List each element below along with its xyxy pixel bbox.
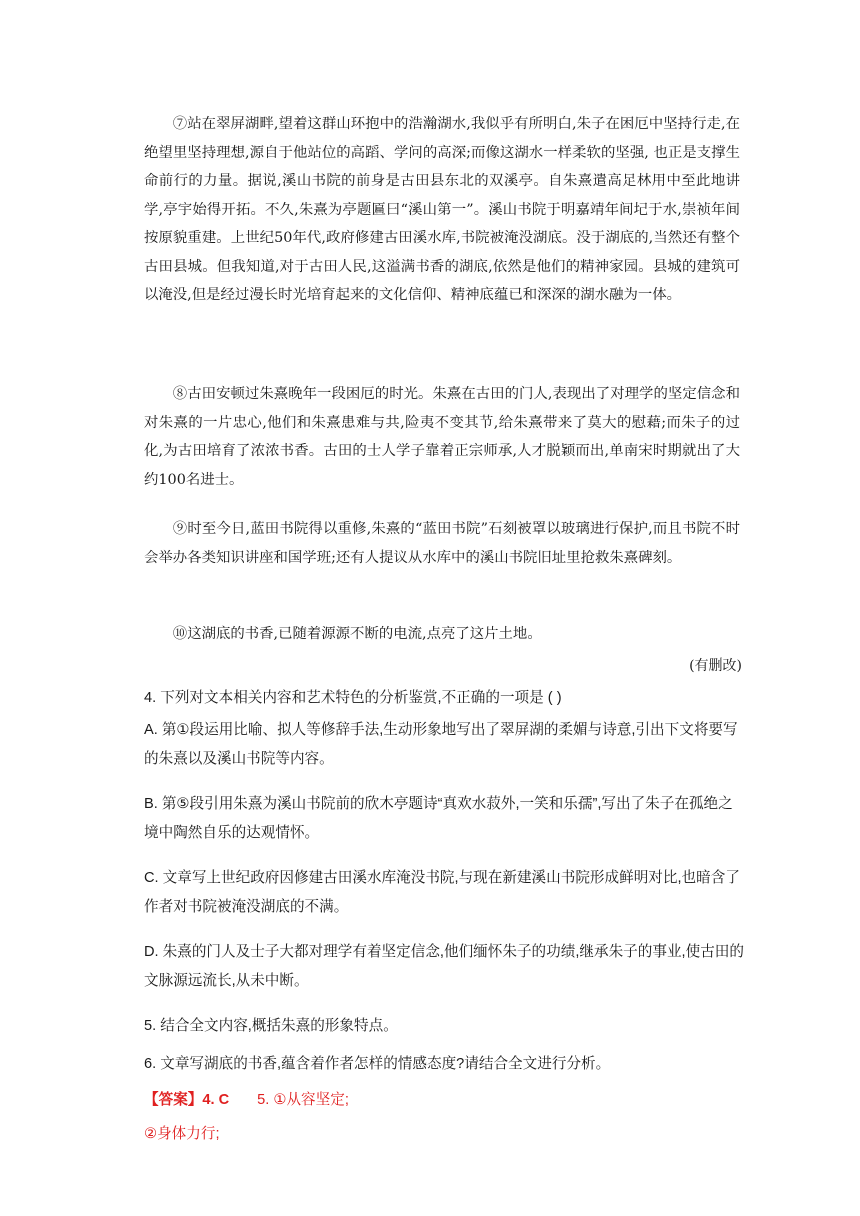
question-5-text: 5. 结合全文内容,概括朱熹的形象特点。	[144, 1018, 398, 1034]
question-4	[144, 684, 744, 713]
question-5	[144, 1012, 744, 1041]
source-note: (有删改)	[689, 658, 742, 674]
option-a	[144, 716, 744, 774]
answer-q5-part: 5. ①从容坚定;	[257, 1092, 349, 1108]
paragraph-7	[144, 110, 740, 310]
option-c	[144, 864, 744, 922]
question-6	[144, 1050, 744, 1079]
paragraph-9	[144, 515, 740, 572]
option-c-text: C. 文章写上世纪政府因修建古田溪水库淹没书院,与现在新建溪山书院形成鲜明对比,也暗含了作者对书院被淹没湖底的不满。	[144, 870, 740, 915]
question-6-text: 6. 文章写湖底的书香,蕴含着作者怎样的情感态度?请结合全文进行分析。	[144, 1056, 611, 1072]
option-b	[144, 790, 744, 848]
option-b-text: B. 第⑤段引用朱熹为溪山书院前的欣木亭题诗“真欢水菽外,一笑和乐孺”,写出了朱子在孤绝之境中陶然自乐的达观情怀。	[144, 796, 733, 841]
answer-line-2	[144, 1120, 744, 1149]
paragraph-9-text: ⑨时至今日,蓝田书院得以重修,朱熹的“蓝田书院”石刻被罩以玻璃进行保护,而且书院不时会举办各类知识讲座和国学班;还有人提议从水库中的溪山书院旧址里抢救朱熹碑刻。	[144, 521, 740, 566]
option-d	[144, 938, 744, 996]
answer-line-2-text: ②身体力行;	[144, 1126, 220, 1142]
answer-line-1	[144, 1086, 744, 1115]
paragraph-10-text: ⑩这湖底的书香,已随着源源不断的电流,点亮了这片土地。	[172, 626, 542, 642]
option-a-text: A. 第①段运用比喻、拟人等修辞手法,生动形象地写出了翠屏湖的柔媚与诗意,引出下文将要写的朱熹以及溪山书院等内容。	[144, 722, 738, 767]
paragraph-7-text: ⑦站在翠屏湖畔,望着这群山环抱中的浩瀚湖水,我似乎有所明白,朱子在困厄中坚持行走,在绝望里坚持理想,源自于他站位的高蹈、学问的高深;而像这湖水一样柔软的坚强, 也正是支撑生命前行的力量。据说,溪山书院的前身是古田县东北的双溪亭。自朱熹遣高足林用中至此地讲学,亭宇始得开拓。不久,朱熹为亭题匾曰“溪山第一”。溪山书院于明嘉靖年间圮于水,崇祯年间按原貌重建。上世纪50年代,政府修建古田溪水库,书院被淹没湖底。没于湖底的,当然还有整个古田县城。但我知道,对于古田人民,这溢满书香的湖底,依然是他们的精神家园。县城的建筑可以淹没,但是经过漫长时光培育起来的文化信仰、精神底蕴已和深深的湖水融为一体。	[144, 116, 740, 303]
paragraph-8-text: ⑧古田安顿过朱熹晚年一段困厄的时光。朱熹在古田的门人,表现出了对理学的坚定信念和对朱熹的一片忠心,他们和朱熹患难与共,险夷不变其节,给朱熹带来了莫大的慰藉;而朱子的过化,为古田培育了浓浓书香。古田的士人学子靠着正宗师承,人才脱颖而出,单南宋时期就出了大约100名进士。	[144, 386, 740, 488]
option-d-text: D. 朱熹的门人及士子大都对理学有着坚定信念,他们缅怀朱子的功绩,继承朱子的事业,使古田的文脉源远流长,从未中断。	[144, 944, 744, 989]
question-4-text: 4. 下列对文本相关内容和艺术特色的分析鉴赏,不正确的一项是 ( )	[144, 690, 562, 706]
answer-label: 【答案】4. C	[144, 1092, 230, 1108]
paragraph-10	[144, 620, 740, 649]
paragraph-8	[144, 380, 740, 494]
